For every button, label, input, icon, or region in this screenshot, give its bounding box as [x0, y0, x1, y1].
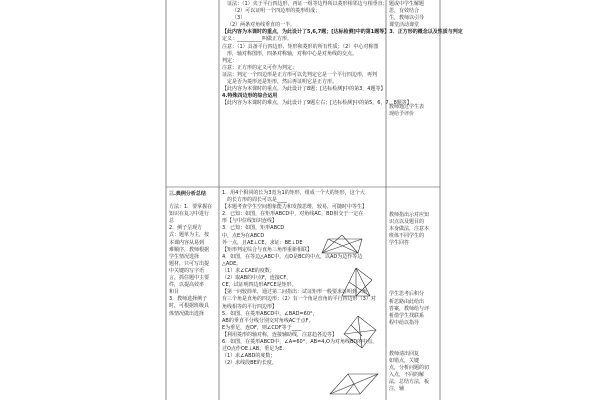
text-line: 判定： — [222, 57, 238, 64]
method-line: 难顺序，教师根据 — [169, 246, 210, 253]
text-line: 证法：判定一个四边形是正方形可以先判定它是一个平行四边形，再判 — [222, 71, 378, 78]
text-line: 注意：正方形的定义可作为判定； — [222, 64, 298, 71]
note-line: 入点，不同的解 — [389, 372, 425, 379]
method-line: 总 — [169, 218, 175, 225]
method-line: 体情况做出选择 — [169, 310, 205, 317]
text-line: （2）两条对角线垂直的一半。 — [227, 22, 296, 29]
note-line: 如错点，关键 — [389, 358, 420, 365]
text-line: （3） — [232, 15, 246, 22]
section-title: 三.典例分析总结 — [169, 191, 206, 197]
method-line: 方法：1．要掌握在 — [169, 204, 213, 211]
example-line: 2．已知：如图，在矩形ABCD中，对角线AC，BD相交于一定在 — [222, 211, 364, 218]
note-line: 教师通过学生表 — [389, 104, 425, 111]
example-line: CE，试证明四边形AFCE是矩形。 — [222, 282, 297, 289]
note-line: 班体不同学生的 — [389, 233, 425, 240]
text-line: 证法：（1）夹于平行四边形，再证一组等边得所以菱形相邻边与相垂直； — [227, 1, 388, 7]
note-line: 析借学生找联系 — [389, 312, 425, 319]
text-line: 形，轴对称图形，四条对称轴，对称中心是对角线的交点。 — [227, 50, 358, 57]
section-heading: 4.特殊四边形的综合运用 — [222, 93, 278, 100]
section-heading: 【此内容为本课时的重点，为此设计了5,6,7题；[达标检测]中的第1题等】3．正方形的概念以及性质与判定 — [222, 29, 463, 36]
example-line: 6．如图，在菱形ABCD中，∠A=60°，AB=4,O为对角线BD的中点， — [222, 338, 378, 345]
note-line: 答案，教师给与评 — [389, 305, 430, 312]
method-cell — [169, 191, 218, 399]
note-line: 学生回答 — [389, 240, 410, 247]
top-notes-cell — [389, 1, 439, 186]
note-line: 现给予评价 — [389, 111, 415, 118]
method-line: 和目 — [169, 289, 180, 296]
note-line: 点，分析问题的切 — [389, 365, 430, 372]
text-line: 注意：（1）具备平行四边形、矩形和菱形的所有性质；（2）中心对称图 — [222, 43, 379, 50]
note-line: 学生思考后积分 — [389, 291, 425, 298]
example-line: 【利用菱形的轴对称，连接辅助线，注意趋各边等】 — [222, 331, 338, 338]
example-line: 1．用4个相同的长为3宽为1的矩形，组成一个大的矩形，这个大 — [222, 190, 365, 196]
figure-rhombus-abcd — [340, 312, 380, 352]
method-line: 知识在复习中进行 — [169, 211, 210, 218]
text-line: 【此内容为本课时的重点，为此设计了8题；[达标检测]中的第3，4题等】 — [222, 86, 386, 93]
figure-equilateral-triangle — [336, 262, 376, 302]
figure-rhombus-parallelogram — [326, 370, 382, 398]
note-line: 教师请出回复 — [389, 350, 420, 357]
method-line: 时，可根据班级具 — [169, 303, 210, 310]
example-line: 4．如图，在等边△ABC中，点D是BC的中点，以AD为边作等边 — [222, 253, 363, 260]
text-line: 定义：__________叫做正方形。 — [222, 36, 293, 43]
example-line: （2）取AB的中点F，连接CF， — [222, 275, 292, 282]
example-line: 外一点，且AE⊥CE，求证：BE⊥DE — [222, 239, 303, 246]
note-line: 题或中学生解题 — [389, 1, 425, 7]
example-line: E为垂足，连DF，则∠CDF等于____ — [222, 324, 302, 331]
method-line: 言，抓住题中主要 — [169, 275, 210, 282]
text-line: 【此内容为本课时的难点，为此设计了9题左右；[达标检测]中的第5，6，7，8题等】 — [222, 100, 412, 107]
example-line: 形【与中位线知识连线】 — [222, 218, 278, 225]
example-line: 过O点作OE⊥AB，垂足为E. — [222, 346, 284, 353]
method-line: 件，以提高效率 — [169, 282, 205, 289]
example-line: 5．如图，在菱形ABCD中，∠BAD=60°， — [222, 310, 318, 317]
note-line: 课堂活动课堂 — [389, 22, 420, 29]
note-line: 析思路由此给出 — [389, 298, 425, 305]
example-line: AB的垂直平分线分别交对角线AC于点F， — [222, 317, 314, 324]
note-line: 本身做法，注意本 — [389, 226, 430, 233]
example-line: 角线相等的平行四边形】 — [222, 303, 278, 310]
note-line: 教师指出示对应知 — [389, 212, 430, 218]
note-line: 识点以及题目的 — [389, 219, 425, 226]
method-line: 本课内容从易到 — [169, 239, 205, 246]
example-line: 的长方形的周长可以是____ — [227, 197, 288, 204]
teaching-notes-cell — [389, 212, 439, 400]
method-line: 2．例子呈现方 — [169, 225, 203, 232]
example-line: （1）求∠CAE的度数； — [222, 268, 275, 275]
example-line: （1）求∠ABD的度数； — [222, 353, 276, 360]
note-line: 思，有效结合 — [389, 8, 420, 15]
method-line: 学生情况选择 — [169, 253, 200, 260]
note-line: 法，总结方法，板 — [389, 379, 430, 386]
example-line: （2）求线段BE的长度。 — [222, 360, 277, 367]
method-line: 式：题单为主，按 — [169, 232, 210, 239]
example-line: 【本题考查学生空间想象能力和发散思维，较易，可随时中等生】 — [222, 204, 368, 211]
note-line: 生，教师以引导 — [389, 15, 425, 22]
method-line: 中关键的写字语 — [169, 267, 205, 274]
note-line: 程中给以指导 — [389, 319, 420, 326]
method-line: 3．教师选择例子 — [169, 296, 208, 303]
note-line: 注，辅 — [389, 386, 405, 393]
example-line: 有三个角是直角的四边形；（2）有一个角是直角的平行四边形（3）对 — [222, 296, 376, 303]
figure-rectangle-abcd — [318, 233, 366, 259]
example-line: 中，点E为在ABCD — [222, 232, 265, 239]
example-line: 3．已知：如图，矩形ABCD — [222, 225, 285, 232]
text-line: 定是否为菱形还是矩形，然后再证明它是正方形。 — [227, 79, 338, 86]
example-line: △ADE。 — [222, 260, 242, 267]
method-line: 题材，只可写出提 — [169, 260, 210, 267]
example-line: 【矩形判定综合与直角三角形重新相联】 — [222, 246, 313, 253]
example-line: 【第一问较简单，通过第二问指出：试证矩形一般要求证明到三角 — [222, 289, 368, 296]
text-line: （2）可以证明一个四边形的菱形组成； — [232, 8, 321, 15]
